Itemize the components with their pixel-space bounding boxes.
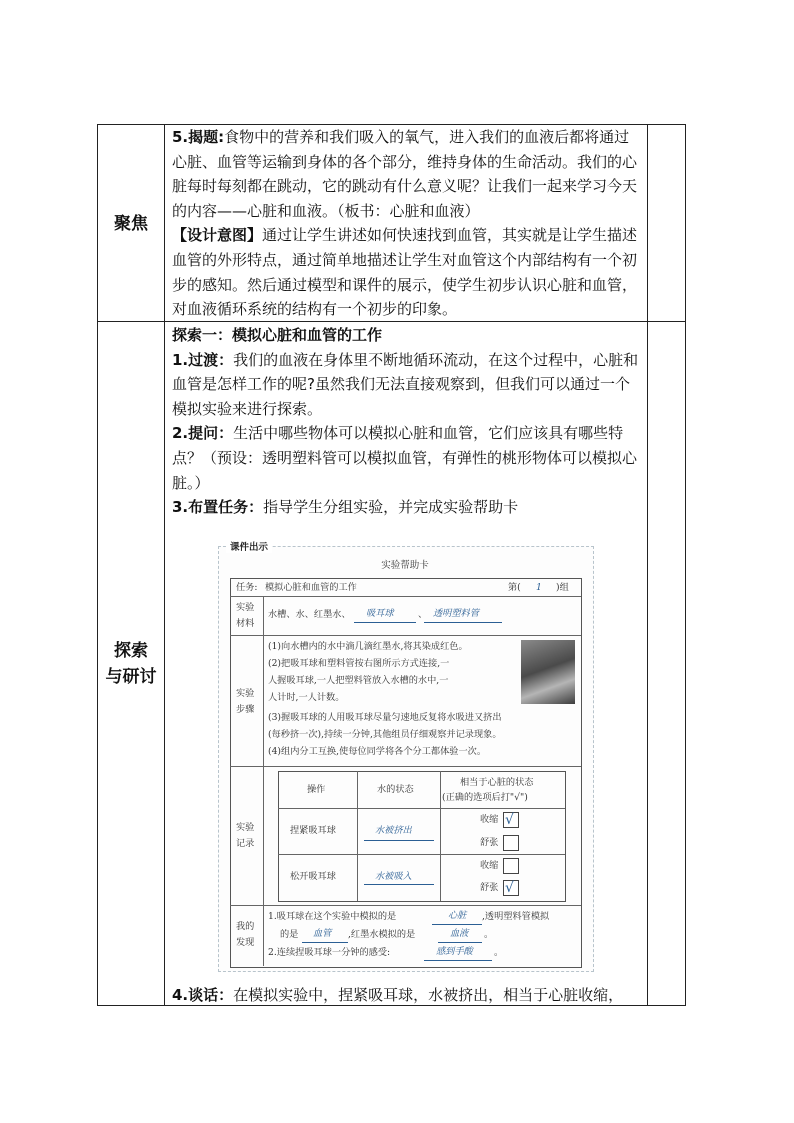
record-row-1-opt1: 收缩 (480, 814, 499, 825)
finding-2-underline-2 (438, 942, 482, 943)
step-line: (每秒挤一次),持续一分钟,其他组员仔细观察并记录现象。 (268, 729, 502, 740)
record-table-rule (278, 854, 565, 855)
materials-text: 水槽、水、红墨水、 (268, 609, 351, 620)
material-fill-2: 透明塑料管 (433, 608, 479, 619)
task-paragraph (172, 495, 640, 520)
help-table-rule (230, 905, 581, 906)
step-line: 人计时,一人计数。 (268, 692, 345, 703)
findings-label-1: 我的 (236, 921, 255, 932)
transition-paragraph (172, 348, 640, 422)
task-text: 指导学生分组实验，并完成实验帮助卡 (263, 498, 519, 517)
record-table-rule (278, 808, 565, 809)
talk-heading: 4.谈话： (172, 986, 234, 1004)
transition-text: 我们的血液在身体里不断地循环流动，在这个过程中，心脏和血管是怎样工作的呢?虽然我们无法直接观察到，但我们可以通过一个模拟实验来进行探索。 (172, 350, 639, 418)
table-left-border (97, 124, 98, 1006)
question-paragraph (172, 421, 640, 495)
card-title: 实验帮助卡 (381, 560, 429, 571)
help-table-label-divider (263, 596, 264, 966)
reveal-heading: 5.揭题: (172, 128, 225, 146)
finding-3-fill: 感到手酸 (436, 946, 473, 957)
talk-text: 在模拟实验中，捏紧吸耳球，水被挤出，相当于心脏收缩， (233, 986, 624, 1004)
finding-2-text-end: 。 (484, 929, 494, 940)
row-label-explore-line2: 与研讨 (105, 667, 157, 687)
group-prefix: 第( (508, 582, 521, 593)
step-line: (1)向水槽内的水中滴几滴红墨水,将其染成红色。 (268, 641, 468, 652)
step-line: (4)组内分工互换,使每位同学将各个分工都体验一次。 (268, 746, 487, 757)
group-number: 1 (536, 582, 542, 593)
courseware-tag: 课件出示 (226, 539, 272, 553)
question-text: 生活中哪些物体可以模拟心脏和血管，它们应该具有哪些特点？（预设：透明塑料管可以模拟血管，有弹性的桃形物体可以模拟心脏。） (172, 424, 638, 492)
table-right-border (685, 124, 686, 1006)
row-label-focus: 聚焦 (114, 214, 148, 234)
finding-1-text-end: ,透明塑料管模拟 (482, 911, 550, 922)
record-row-2-opt1-checkbox[interactable] (503, 858, 519, 874)
record-row-2-opt2: 舒张 (480, 882, 499, 893)
finding-2-text: 的是 (280, 929, 299, 940)
help-table-rule (230, 635, 581, 636)
task-label: 任务: (236, 582, 258, 593)
finding-3-text: 2.连续捏吸耳球一分钟的感受: (268, 947, 391, 958)
finding-2-underline (302, 942, 348, 943)
help-table-rule (230, 766, 581, 767)
step-line: (3)握吸耳球的人用吸耳球尽量匀速地反复将水吸进又挤出 (268, 712, 502, 723)
steps-label-2: 步骤 (236, 704, 255, 715)
record-row-1-operation: 捏紧吸耳球 (290, 825, 336, 836)
record-label-2: 记录 (236, 838, 255, 849)
material-separator: 、 (418, 609, 428, 620)
step-line: 人握吸耳球,一人把塑料管放入水槽的水中,一 (268, 675, 449, 686)
record-row-1-opt2: 舒张 (480, 837, 499, 848)
step-line: (2)把吸耳球和塑料管按右图所示方式连接,一 (268, 658, 450, 669)
design-intent-heading: 【设计意图】 (172, 226, 263, 245)
record-header-operation: 操作 (307, 784, 326, 795)
check-mark-icon: √ (505, 880, 514, 896)
materials-label-2: 材料 (236, 618, 255, 629)
section-title: 探索一：模拟心脏和血管的工作 (172, 326, 383, 344)
record-label-1: 实验 (236, 822, 255, 833)
materials-label-1: 实验 (236, 602, 255, 613)
check-mark-icon: √ (505, 812, 514, 828)
finding-2-text-mid: ,红墨水模拟的是 (348, 929, 416, 940)
explore-content (172, 323, 640, 520)
question-heading: 2.提问： (172, 424, 234, 443)
focus-paragraph-2 (172, 223, 640, 321)
finding-2-fill-2: 血液 (450, 928, 469, 939)
focus-paragraph-1 (172, 125, 640, 223)
focus-content (172, 125, 640, 322)
experiment-photo (521, 640, 575, 704)
talk-paragraph (172, 983, 640, 1008)
finding-1-fill: 心脏 (448, 910, 467, 921)
finding-3-underline (424, 960, 492, 961)
record-row-1-water: 水被挤出 (375, 825, 412, 836)
task-heading: 3.布置任务： (172, 498, 264, 517)
record-header-note: (正确的选项后打"√") (442, 792, 528, 803)
design-intent-text: 通过让学生讲述如何快速找到血管，其实就是让学生描述血管的外形特点，通过简单地描述让学生对血管这个内部结构有一个初步的感知。然后通过模型和课件的展示，使学生初步认识心脏和血管，对血液循环系统的结构有一个初步的印象。 (172, 226, 638, 319)
material-fill-2-underline (424, 622, 502, 623)
finding-2-fill: 血管 (313, 928, 332, 939)
record-table-col (357, 771, 358, 901)
record-row-2-water: 水被吸入 (375, 871, 412, 882)
record-row-2-underline (364, 884, 434, 885)
task-text: 模拟心脏和血管的工作 (265, 582, 357, 593)
transition-heading: 1.过渡： (172, 350, 234, 369)
findings-label-2: 发现 (236, 937, 255, 948)
row-label-explore-line1: 探索 (114, 641, 148, 661)
group-suffix: )组 (556, 582, 569, 593)
record-table-col (440, 771, 441, 901)
finding-1-underline (432, 924, 482, 925)
record-row-2-opt1: 收缩 (480, 860, 499, 871)
material-fill-1-underline (354, 622, 416, 623)
record-header-heart: 相当于心脏的状态 (460, 777, 534, 788)
notes-column-divider (647, 124, 648, 1006)
record-row-1-opt2-checkbox[interactable] (503, 835, 519, 851)
record-row-2-operation: 松开吸耳球 (290, 871, 336, 882)
row-label-explore (98, 638, 164, 690)
help-table-rule (230, 596, 581, 597)
reveal-text: 食物中的营养和我们吸入的氧气，进入我们的血液后都将通过心脏、血管等运输到身体的各个部分，维持身体的生命活动。我们的心脏每时每刻都在跳动，它的跳动有什么意义呢？让我们一起来学习今天的内容——心脏和血液。（板书：心脏和血液） (172, 128, 638, 220)
record-header-water: 水的状态 (377, 784, 414, 795)
label-column-divider (164, 124, 165, 1006)
material-fill-1: 吸耳球 (366, 608, 394, 619)
finding-3-text-end: 。 (494, 947, 504, 958)
record-row-1-underline (364, 840, 434, 841)
finding-1-text: 1.吸耳球在这个实验中模拟的是 (268, 911, 397, 922)
steps-label-1: 实验 (236, 688, 255, 699)
